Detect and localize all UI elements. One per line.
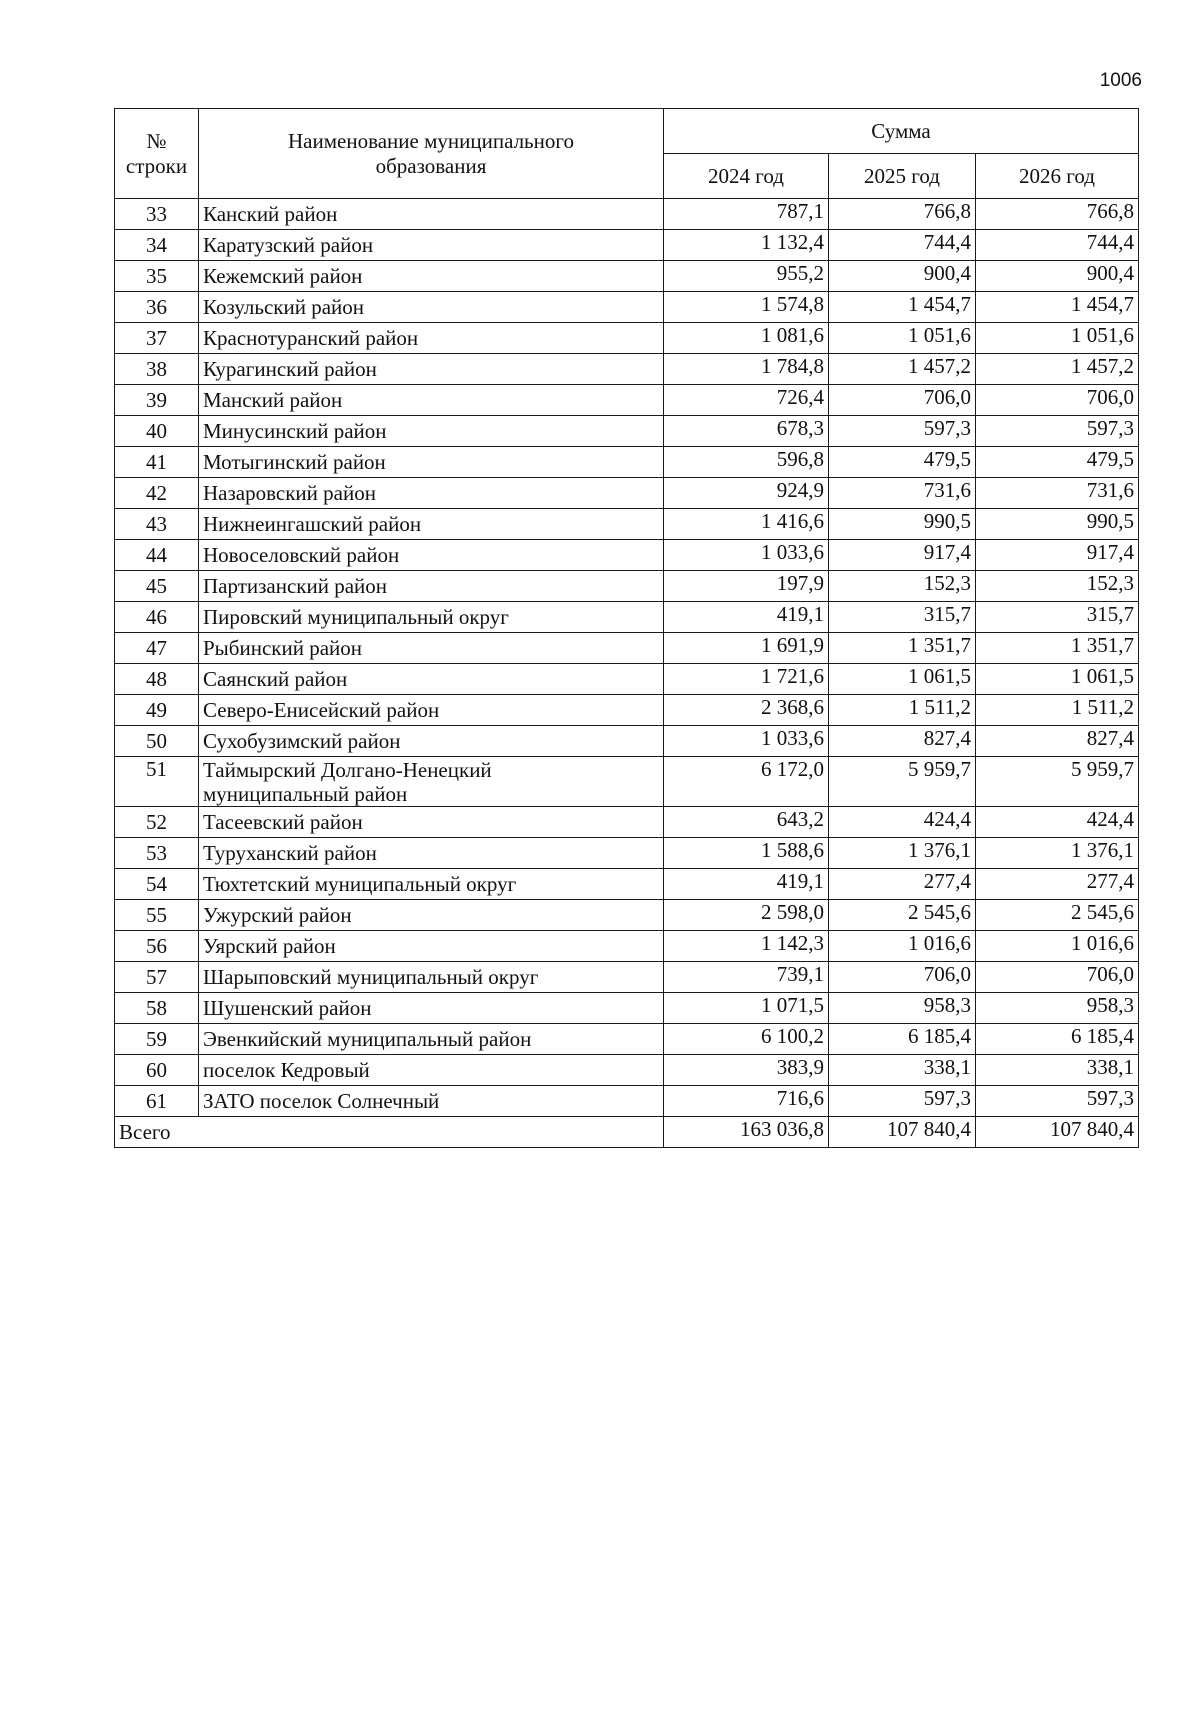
amount-2024: 1 588,6: [664, 838, 829, 869]
table-row: [115, 571, 1139, 602]
row-number: 59: [115, 1024, 199, 1055]
amount-2024: 1 691,9: [664, 633, 829, 664]
amount-2024: 643,2: [664, 807, 829, 838]
row-number: 33: [115, 199, 199, 230]
municipality-name: Новоселовский район: [199, 540, 664, 571]
amount-2025: 1 351,7: [829, 633, 976, 664]
amount-2025: 315,7: [829, 602, 976, 633]
amount-2024: 726,4: [664, 385, 829, 416]
row-number: 60: [115, 1055, 199, 1086]
amount-2024: 1 416,6: [664, 509, 829, 540]
amount-2026: 1 016,6: [976, 931, 1139, 962]
municipality-name: Северо-Енисейский район: [199, 695, 664, 726]
table-row: [115, 900, 1139, 931]
row-number: 51: [115, 757, 199, 807]
table-row: [115, 602, 1139, 633]
municipality-name: Каратузский район: [199, 230, 664, 261]
row-number: 45: [115, 571, 199, 602]
table-row: [115, 540, 1139, 571]
amount-2024: 596,8: [664, 447, 829, 478]
municipality-name: Тасеевский район: [199, 807, 664, 838]
row-number: 54: [115, 869, 199, 900]
header-municipality-line2: образования: [375, 153, 487, 178]
amount-2026: 1 454,7: [976, 292, 1139, 323]
table-row: [115, 478, 1139, 509]
row-number: 35: [115, 261, 199, 292]
amount-2026: 706,0: [976, 962, 1139, 993]
amount-2025: 1 376,1: [829, 838, 976, 869]
amount-2025: 1 051,6: [829, 323, 976, 354]
row-number: 47: [115, 633, 199, 664]
amount-2026: 597,3: [976, 1086, 1139, 1117]
amount-2026: 1 376,1: [976, 838, 1139, 869]
table-row: [115, 354, 1139, 385]
amount-2024: 1 033,6: [664, 726, 829, 757]
header-municipality: [199, 109, 664, 199]
amount-2025: 706,0: [829, 962, 976, 993]
amount-2026: 1 351,7: [976, 633, 1139, 664]
amount-2024: 419,1: [664, 602, 829, 633]
amount-2024: 383,9: [664, 1055, 829, 1086]
amount-2025: 827,4: [829, 726, 976, 757]
municipality-name: Нижнеингашский район: [199, 509, 664, 540]
municipality-name: Пировский муниципальный округ: [199, 602, 664, 633]
table-row: [115, 230, 1139, 261]
amount-2024: 739,1: [664, 962, 829, 993]
amount-2026: 1 511,2: [976, 695, 1139, 726]
amount-2025: 706,0: [829, 385, 976, 416]
amount-2025: 1 061,5: [829, 664, 976, 695]
table-row: [115, 447, 1139, 478]
municipality-name: Туруханский район: [199, 838, 664, 869]
amount-2025: 6 185,4: [829, 1024, 976, 1055]
amount-2025: 277,4: [829, 869, 976, 900]
amount-2024: 6 100,2: [664, 1024, 829, 1055]
amount-2025: 1 454,7: [829, 292, 976, 323]
page-number: 1006: [1099, 70, 1142, 91]
amount-2026: 1 061,5: [976, 664, 1139, 695]
table-row: [115, 993, 1139, 1024]
amount-2026: 1 051,6: [976, 323, 1139, 354]
table-row: [115, 1055, 1139, 1086]
amount-2025: 597,3: [829, 416, 976, 447]
amount-2026: 338,1: [976, 1055, 1139, 1086]
municipality-name: Эвенкийский муниципальный район: [199, 1024, 664, 1055]
table-row: [115, 323, 1139, 354]
amount-2025: 1 016,6: [829, 931, 976, 962]
municipality-name: Рыбинский район: [199, 633, 664, 664]
amount-2026: 479,5: [976, 447, 1139, 478]
municipality-name: Шушенский район: [199, 993, 664, 1024]
municipality-name: ЗАТО поселок Солнечный: [199, 1086, 664, 1117]
table-row: [115, 726, 1139, 757]
municipality-name: Ужурский район: [199, 900, 664, 931]
row-number: 53: [115, 838, 199, 869]
amount-2024: 1 574,8: [664, 292, 829, 323]
row-number: 44: [115, 540, 199, 571]
table-row: [115, 261, 1139, 292]
row-number: 61: [115, 1086, 199, 1117]
header-sum: Сумма: [664, 109, 1139, 154]
row-number: 48: [115, 664, 199, 695]
amount-2026: 5 959,7: [976, 757, 1139, 807]
amount-2025: 424,4: [829, 807, 976, 838]
row-number: 34: [115, 230, 199, 261]
municipality-name: Канский район: [199, 199, 664, 230]
municipality-name: [199, 757, 664, 807]
municipality-name: Назаровский район: [199, 478, 664, 509]
amount-2026: 900,4: [976, 261, 1139, 292]
amount-2026: 744,4: [976, 230, 1139, 261]
municipality-name: Шарыповский муниципальный округ: [199, 962, 664, 993]
row-number: 46: [115, 602, 199, 633]
municipality-name: Кежемский район: [199, 261, 664, 292]
amount-2026: 424,4: [976, 807, 1139, 838]
amount-2024: 924,9: [664, 478, 829, 509]
header-year-2024: 2024 год: [664, 154, 829, 199]
row-number: 57: [115, 962, 199, 993]
row-number: 41: [115, 447, 199, 478]
amount-2026: 1 457,2: [976, 354, 1139, 385]
amount-2026: 152,3: [976, 571, 1139, 602]
table-body: [115, 199, 1139, 1117]
amount-2026: 766,8: [976, 199, 1139, 230]
table-row: [115, 931, 1139, 962]
amount-2025: 5 959,7: [829, 757, 976, 807]
amount-2025: 2 545,6: [829, 900, 976, 931]
municipality-name: Тюхтетский муниципальный округ: [199, 869, 664, 900]
row-number: 37: [115, 323, 199, 354]
table-row: [115, 633, 1139, 664]
row-number: 39: [115, 385, 199, 416]
amount-2026: 990,5: [976, 509, 1139, 540]
amount-2026: 277,4: [976, 869, 1139, 900]
municipality-name: поселок Кедровый: [199, 1055, 664, 1086]
header-year-2026: 2026 год: [976, 154, 1139, 199]
amount-2024: 678,3: [664, 416, 829, 447]
row-number: 52: [115, 807, 199, 838]
amount-2025: 990,5: [829, 509, 976, 540]
amount-2025: 731,6: [829, 478, 976, 509]
amount-2025: 1 511,2: [829, 695, 976, 726]
amount-2024: 716,6: [664, 1086, 829, 1117]
table-row: [115, 1024, 1139, 1055]
amount-2024: 1 081,6: [664, 323, 829, 354]
amount-2025: 900,4: [829, 261, 976, 292]
header-row-number: [115, 109, 199, 199]
total-2025: 107 840,4: [829, 1117, 976, 1148]
table-row: [115, 199, 1139, 230]
amount-2024: 6 172,0: [664, 757, 829, 807]
amount-2026: 597,3: [976, 416, 1139, 447]
amount-2024: 2 368,6: [664, 695, 829, 726]
municipality-name: Сухобузимский район: [199, 726, 664, 757]
amount-2026: 315,7: [976, 602, 1139, 633]
table-row: [115, 509, 1139, 540]
amount-2025: 744,4: [829, 230, 976, 261]
table-row: [115, 807, 1139, 838]
municipality-name-line1: Таймырский Долгано-Ненецкий: [203, 758, 492, 782]
budget-table: [114, 108, 1139, 1148]
table-row: [115, 962, 1139, 993]
amount-2024: 1 071,5: [664, 993, 829, 1024]
municipality-name: Мотыгинский район: [199, 447, 664, 478]
table-header: [115, 109, 1139, 199]
amount-2026: 731,6: [976, 478, 1139, 509]
total-row: [115, 1117, 1139, 1148]
amount-2025: 479,5: [829, 447, 976, 478]
total-label: Всего: [115, 1117, 664, 1148]
row-number: 40: [115, 416, 199, 447]
amount-2025: 338,1: [829, 1055, 976, 1086]
total-2024: 163 036,8: [664, 1117, 829, 1148]
row-number: 43: [115, 509, 199, 540]
amount-2025: 1 457,2: [829, 354, 976, 385]
municipality-name-line2: муниципальный район: [203, 782, 408, 807]
row-number: 55: [115, 900, 199, 931]
amount-2024: 1 784,8: [664, 354, 829, 385]
header-number-sign: №: [146, 129, 167, 154]
municipality-name: Краснотуранский район: [199, 323, 664, 354]
municipality-name: Козульский район: [199, 292, 664, 323]
row-number: 42: [115, 478, 199, 509]
municipality-name: Саянский район: [199, 664, 664, 695]
table-row: [115, 664, 1139, 695]
row-number: 50: [115, 726, 199, 757]
amount-2024: 1 142,3: [664, 931, 829, 962]
amount-2024: 2 598,0: [664, 900, 829, 931]
row-number: 58: [115, 993, 199, 1024]
amount-2026: 2 545,6: [976, 900, 1139, 931]
table-row: [115, 869, 1139, 900]
header-row-label: строки: [125, 153, 188, 178]
table-row: [115, 292, 1139, 323]
amount-2025: 152,3: [829, 571, 976, 602]
amount-2026: 706,0: [976, 385, 1139, 416]
amount-2024: 1 033,6: [664, 540, 829, 571]
amount-2026: 917,4: [976, 540, 1139, 571]
amount-2025: 958,3: [829, 993, 976, 1024]
amount-2025: 597,3: [829, 1086, 976, 1117]
municipality-name: Манский район: [199, 385, 664, 416]
row-number: 49: [115, 695, 199, 726]
amount-2024: 955,2: [664, 261, 829, 292]
row-number: 36: [115, 292, 199, 323]
amount-2024: 1 721,6: [664, 664, 829, 695]
total-2026: 107 840,4: [976, 1117, 1139, 1148]
table-row: [115, 695, 1139, 726]
table-row: [115, 838, 1139, 869]
amount-2024: 197,9: [664, 571, 829, 602]
amount-2026: 827,4: [976, 726, 1139, 757]
municipality-name: Курагинский район: [199, 354, 664, 385]
table-row: [115, 1086, 1139, 1117]
table-row: [115, 416, 1139, 447]
row-number: 38: [115, 354, 199, 385]
amount-2024: 787,1: [664, 199, 829, 230]
municipality-name: Уярский район: [199, 931, 664, 962]
table-row: [115, 757, 1139, 807]
amount-2026: 6 185,4: [976, 1024, 1139, 1055]
header-year-2025: 2025 год: [829, 154, 976, 199]
amount-2024: 419,1: [664, 869, 829, 900]
municipality-name: Партизанский район: [199, 571, 664, 602]
amount-2025: 766,8: [829, 199, 976, 230]
amount-2026: 958,3: [976, 993, 1139, 1024]
municipality-name: Минусинский район: [199, 416, 664, 447]
row-number: 56: [115, 931, 199, 962]
table-row: [115, 385, 1139, 416]
header-municipality-line1: Наименование муниципального: [288, 129, 574, 154]
amount-2025: 917,4: [829, 540, 976, 571]
amount-2024: 1 132,4: [664, 230, 829, 261]
